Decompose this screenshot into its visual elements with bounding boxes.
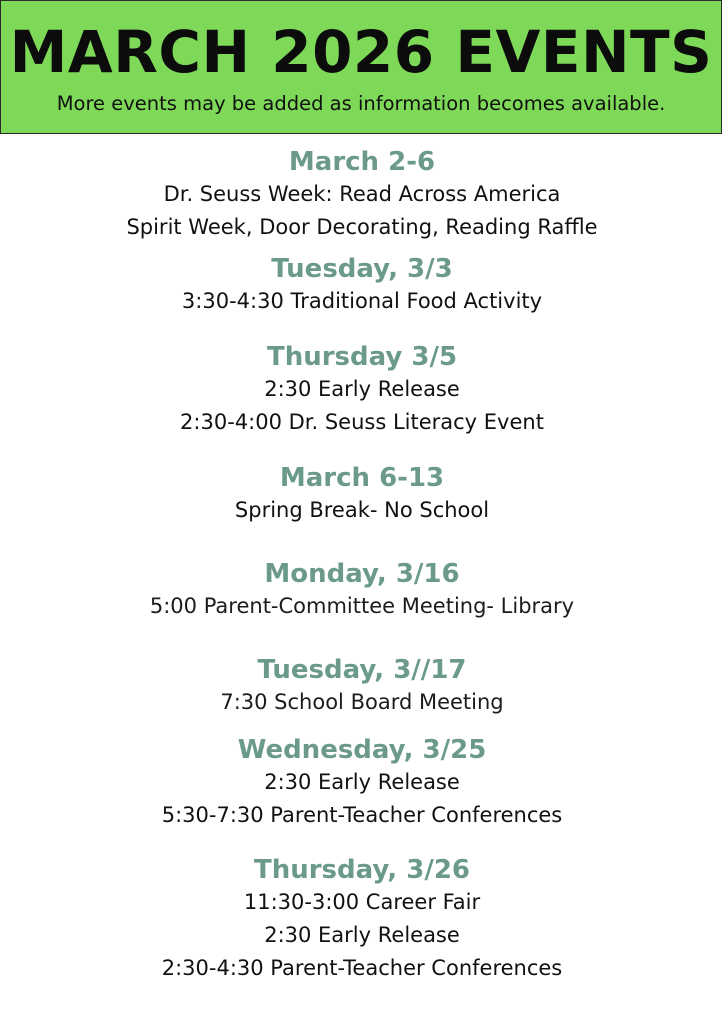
event-detail: 2:30 Early Release [264, 377, 460, 401]
event-detail: 5:00 Parent-Committee Meeting- Library [149, 594, 575, 618]
event-date: Tuesday, 3//17 [257, 655, 467, 685]
event-detail: 2:30 Early Release [264, 923, 460, 947]
event-date: Wednesday, 3/25 [237, 735, 487, 765]
event-detail: 5:30-7:30 Parent-Teacher Conferences [161, 803, 563, 827]
page-title: MARCH 2026 EVENTS [9, 18, 713, 86]
event-detail: Spirit Week, Door Decorating, Reading Raffle [126, 215, 598, 239]
event-date: Thursday 3/5 [266, 342, 458, 372]
event-block [0, 253, 724, 318]
event-date: Tuesday, 3/3 [271, 254, 453, 284]
event-detail: 2:30-4:30 Parent-Teacher Conferences [161, 956, 563, 980]
event-block [0, 854, 724, 985]
event-detail: 11:30-3:00 Career Fair [243, 890, 481, 914]
event-block [0, 146, 724, 244]
event-block [0, 462, 724, 527]
page-subtitle: More events may be added as information becomes available. [56, 92, 666, 115]
header-banner [0, 0, 722, 134]
event-block [0, 654, 724, 719]
event-detail: Spring Break- No School [234, 498, 490, 522]
event-date: March 2-6 [288, 147, 436, 177]
event-block [0, 341, 724, 439]
event-detail: 7:30 School Board Meeting [220, 690, 504, 714]
event-block [0, 734, 724, 832]
event-date: March 6-13 [279, 463, 445, 493]
event-block [0, 558, 724, 623]
event-detail: 2:30-4:00 Dr. Seuss Literacy Event [180, 410, 544, 434]
event-detail: 2:30 Early Release [264, 770, 460, 794]
event-detail: 3:30-4:30 Traditional Food Activity [181, 289, 543, 313]
event-date: Thursday, 3/26 [253, 855, 471, 885]
event-date: Monday, 3/16 [264, 559, 460, 589]
event-detail: Dr. Seuss Week: Read Across America [163, 182, 561, 206]
